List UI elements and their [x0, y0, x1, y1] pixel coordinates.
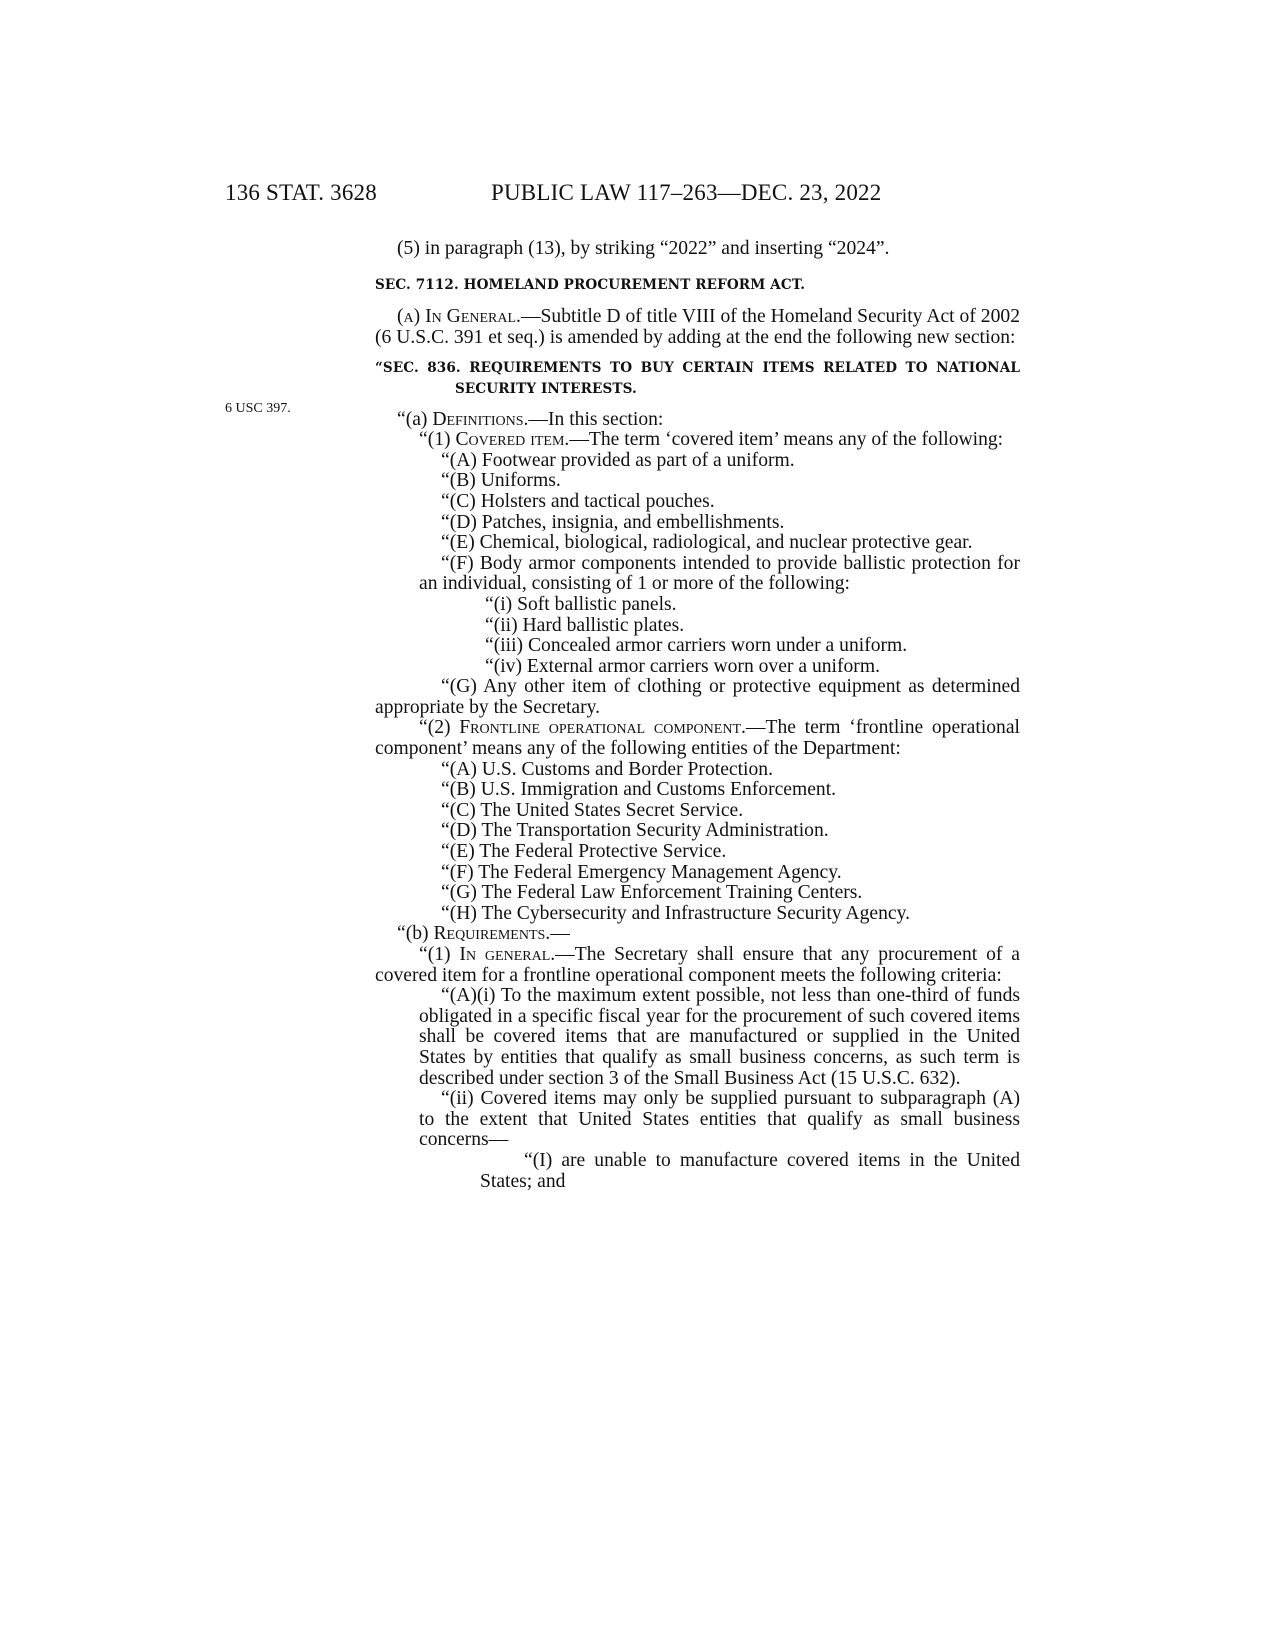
- frontline-d: “(D) The Transportation Security Administration.: [441, 820, 829, 842]
- section-7112-heading: SEC. 7112. HOMELAND PROCUREMENT REFORM ACT.: [375, 276, 806, 293]
- requirements-dash: —: [550, 923, 570, 945]
- covered-item-f-iii: “(iii) Concealed armor carriers worn under a uniform.: [485, 635, 908, 657]
- definitions-paragraph: [375, 410, 1020, 431]
- requirements-heading: [375, 924, 1020, 945]
- covered-item-g: “(G) Any other item of clothing or protective equipment as determined appropriate by the Secretary.: [375, 676, 1020, 718]
- subsection-a-text: —Subtitle D of title VIII of the Homeland Security Act of 2002 (6 U.S.C. 391 et seq.) is amended by adding at the end the following new section:: [375, 306, 1020, 348]
- subsection-a-caption: (a) In General.: [397, 306, 521, 328]
- covered-item-f-ii: “(ii) Hard ballistic plates.: [485, 614, 685, 636]
- covered-item-c: “(C) Holsters and tactical pouches.: [441, 490, 715, 512]
- frontline-g: “(G) The Federal Law Enforcement Training Centers.: [441, 882, 863, 904]
- requirement-a-i: “(A)(i) To the maximum extent possible, not less than one-third of funds obligated in a specific fiscal year for the procurement of such covered items shall be covered items that are manufactured or supplied in the United States by entities that qualify as small business concerns, as such term is described under section 3 of the Small Business Act (15 U.S.C. 632).: [419, 985, 1020, 1089]
- frontline-open: “(2): [419, 717, 460, 739]
- frontline-a: “(A) U.S. Customs and Border Protection.: [441, 758, 773, 780]
- frontline-b: “(B) U.S. Immigration and Customs Enforcement.: [441, 779, 837, 801]
- subsection-a-general: [375, 307, 1020, 348]
- document-body: [375, 239, 1020, 1192]
- requirement-a-ii-i: “(I) are unable to manufacture covered items in the United States; and: [480, 1149, 1020, 1192]
- paragraph-5: (5) in paragraph (13), by striking “2022” and inserting “2024”.: [397, 238, 890, 259]
- covered-item-caption: Covered item.: [455, 429, 570, 451]
- covered-item-f: “(F) Body armor components intended to provide ballistic protection for an individual, consisting of 1 or more of the following:: [419, 552, 1020, 595]
- frontline-caption: Frontline operational component.: [459, 717, 746, 739]
- frontline-c: “(C) The United States Secret Service.: [441, 799, 744, 821]
- frontline-component-paragraph: [375, 718, 1020, 759]
- covered-item-paragraph: [375, 430, 1020, 451]
- in-general-text: —The Secretary shall ensure that any procurement of a covered item for a frontline operational component meets the following criteria:: [375, 944, 1020, 986]
- covered-item-text: —The term ‘covered item’ means any of the following:: [569, 429, 1004, 451]
- definitions-open: “(a): [397, 408, 433, 430]
- covered-item-f-i: “(i) Soft ballistic panels.: [485, 593, 677, 615]
- page-header: [225, 180, 1035, 214]
- covered-item-d: “(D) Patches, insignia, and embellishments.: [441, 511, 785, 533]
- section-836-heading: “SEC. 836. REQUIREMENTS TO BUY CERTAIN ITEMS RELATED TO NATIONAL SECURITY INTERESTS.: [375, 360, 1020, 397]
- frontline-f: “(F) The Federal Emergency Management Agency.: [441, 861, 842, 883]
- requirements-caption: Requirements.: [433, 923, 551, 945]
- definitions-caption: Definitions.: [432, 408, 529, 430]
- definitions-text: —In this section:: [528, 408, 664, 430]
- requirements-open: “(b): [397, 923, 434, 945]
- statute-page-number: 136 STAT. 3628: [225, 180, 377, 205]
- frontline-e: “(E) The Federal Protective Service.: [441, 841, 727, 863]
- frontline-h: “(H) The Cybersecurity and Infrastructure Security Agency.: [441, 902, 910, 924]
- covered-item-open: “(1): [419, 429, 456, 451]
- in-general-open: “(1): [419, 944, 460, 965]
- covered-item-f-iv: “(iv) External armor carriers worn over a uniform.: [485, 655, 880, 677]
- covered-item-b: “(B) Uniforms.: [441, 470, 561, 492]
- requirements-in-general: [375, 945, 1020, 986]
- requirement-a-ii: “(ii) Covered items may only be supplied pursuant to subparagraph (A) to the extent that United States entities that qualify as small business concerns—: [419, 1088, 1020, 1151]
- in-general-caption: In general.: [459, 944, 556, 965]
- covered-item-e: “(E) Chemical, biological, radiological, and nuclear protective gear.: [441, 532, 973, 554]
- public-law-title: PUBLIC LAW 117–263—DEC. 23, 2022: [491, 180, 882, 205]
- margin-citation: 6 USC 397.: [225, 401, 291, 416]
- frontline-text: —The term ‘frontline operational component’ means any of the following entities of the Department:: [375, 717, 1020, 760]
- covered-item-a: “(A) Footwear provided as part of a uniform.: [441, 449, 795, 471]
